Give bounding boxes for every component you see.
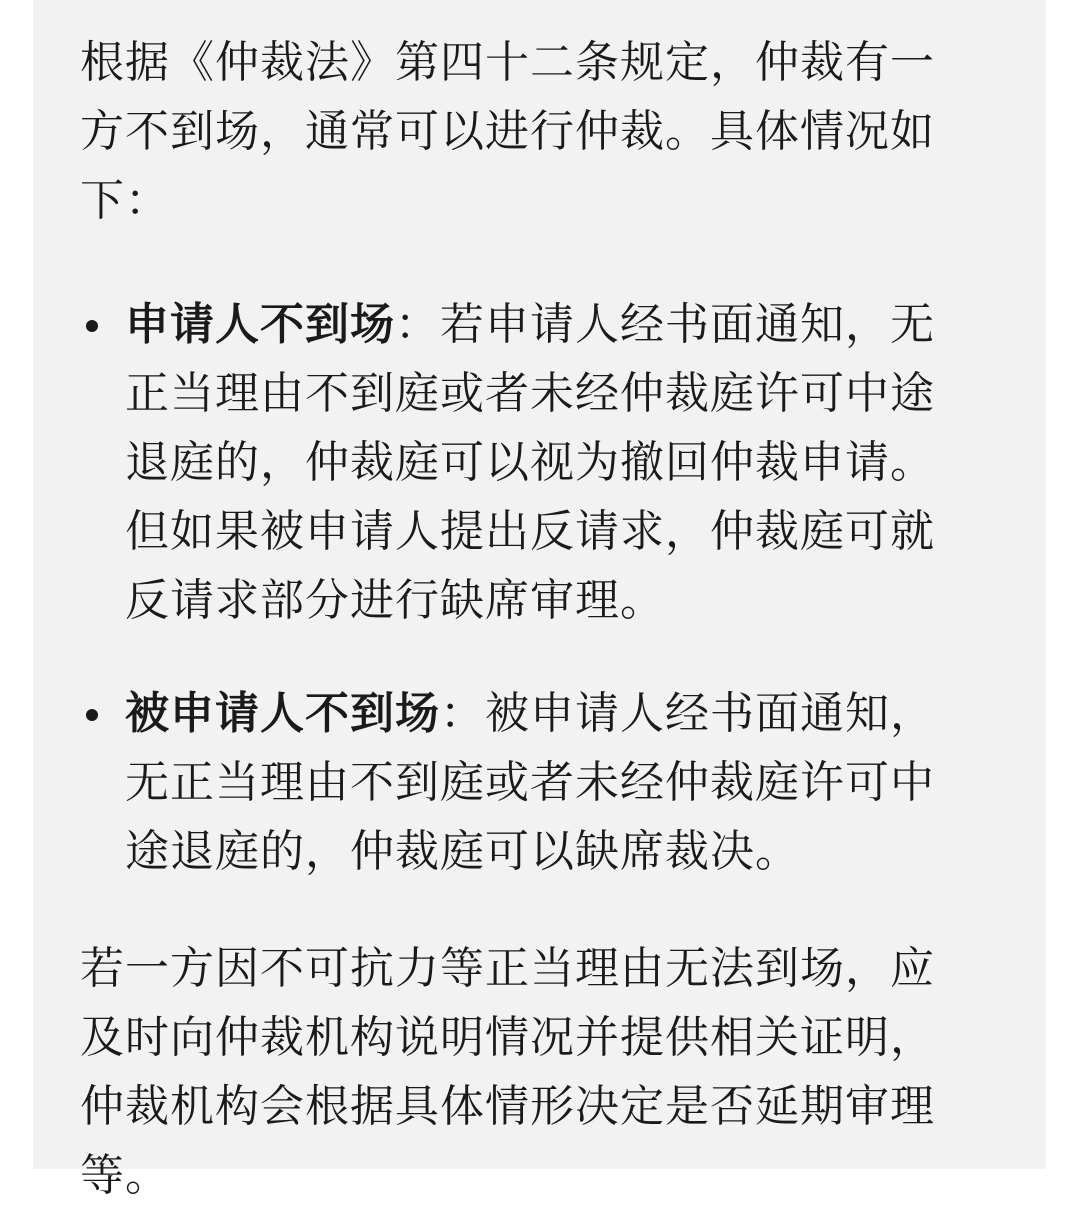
point-separator: ： xyxy=(440,688,485,739)
point-term: 申请人不到场 xyxy=(125,299,395,350)
bullet-icon xyxy=(86,709,98,721)
list-item xyxy=(80,290,970,635)
point-separator: ： xyxy=(395,299,440,350)
point-text: 被申请人经书面通知，无正当理由不到庭或者未经仲裁庭许可中途退庭的，仲裁庭可以缺席裁决。 xyxy=(125,688,935,877)
answer-content xyxy=(80,28,980,1210)
bullet-list xyxy=(80,290,980,886)
conclusion-paragraph: 若一方因不可抗力等正当理由无法到场，应及时向仲裁机构说明情况并提供相关证明，仲裁机构会根据具体情形决定是否延期审理等。 xyxy=(80,943,935,1201)
bullet-icon xyxy=(86,320,98,332)
list-item xyxy=(80,679,970,886)
point-term: 被申请人不到场 xyxy=(125,688,440,739)
intro-paragraph: 根据《仲裁法》第四十二条规定，仲裁有一方不到场，通常可以进行仲裁。具体情况如下： xyxy=(80,37,935,226)
point-text: 若申请人经书面通知，无正当理由不到庭或者未经仲裁庭许可中途退庭的，仲裁庭可以视为撤回仲裁申请。但如果被申请人提出反请求，仲裁庭可就反请求部分进行缺席审理。 xyxy=(125,299,935,626)
